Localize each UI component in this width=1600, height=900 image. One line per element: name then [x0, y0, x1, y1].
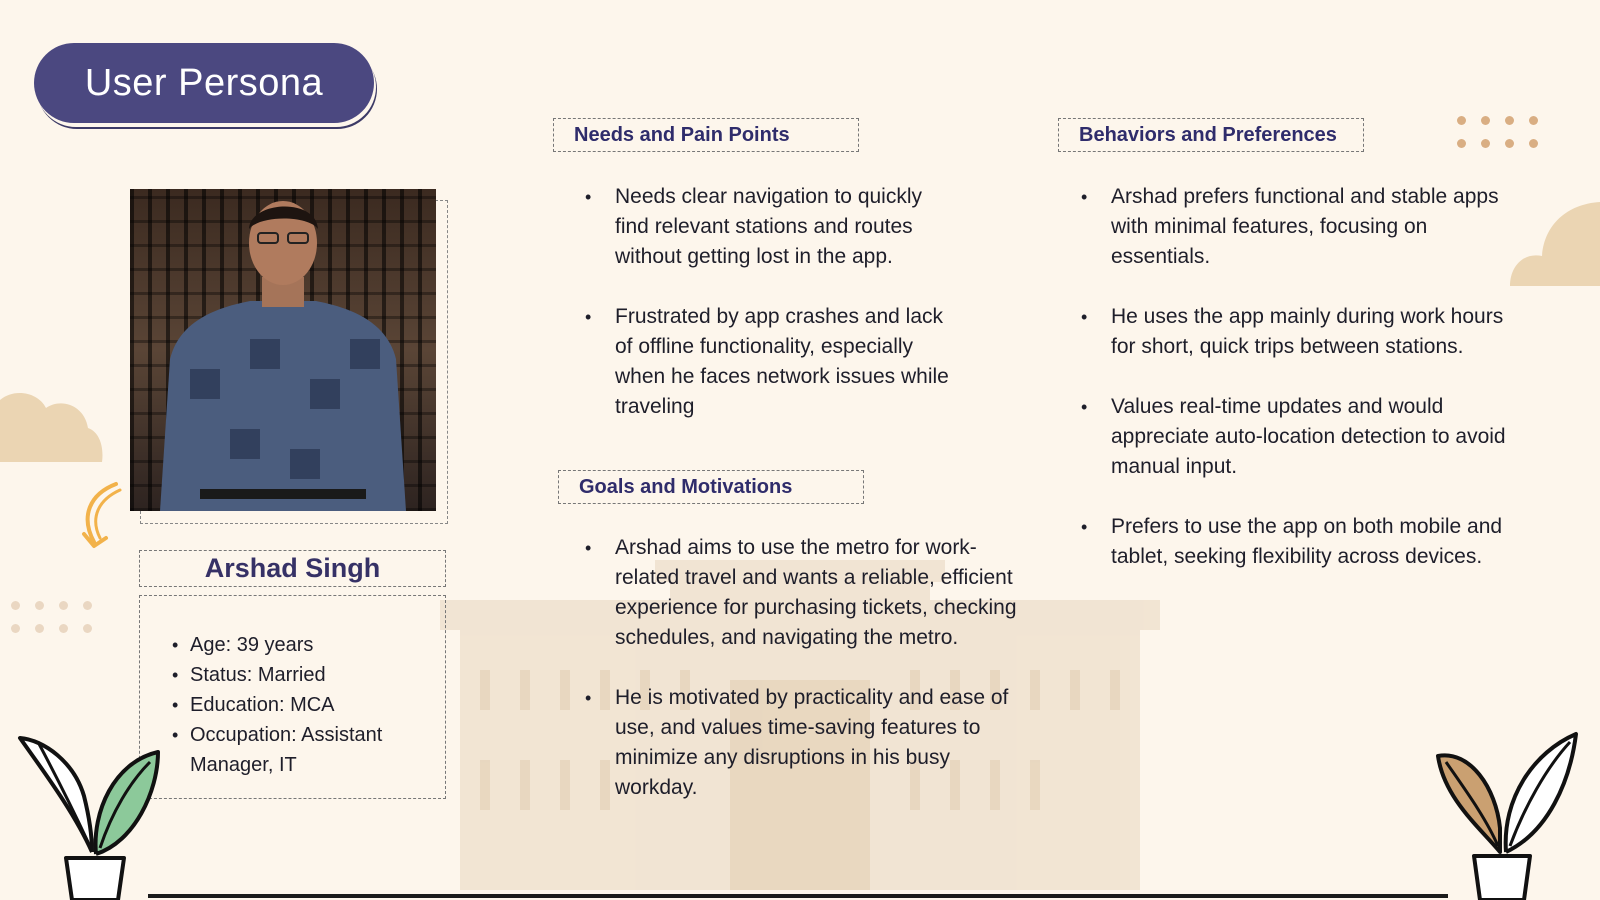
behaviors-list	[1081, 182, 1521, 602]
page-title: User Persona	[84, 61, 324, 104]
needs-heading: Needs and Pain Points	[574, 123, 790, 146]
goals-list	[585, 533, 1020, 833]
persona-name-box	[139, 550, 446, 587]
behaviors-heading-box	[1058, 118, 1364, 152]
detail-education: • Education: MCA	[190, 690, 445, 720]
detail-occupation: • Occupation: Assistant Manager, IT	[190, 720, 445, 780]
plant-icon	[1430, 728, 1580, 900]
persona-details-box	[139, 595, 446, 799]
detail-age: • Age: 39 years	[190, 630, 445, 660]
cloud-icon	[0, 392, 104, 462]
detail-status: • Status: Married	[190, 660, 445, 690]
needs-heading-box	[553, 118, 859, 152]
list-item: • Arshad aims to use the metro for work-related travel and wants a reliable, efficient experience for purchasing tickets, checking schedules, and navigating the metro.	[585, 533, 1020, 653]
cloud-icon	[1510, 200, 1600, 286]
plant-icon	[14, 732, 164, 900]
needs-list	[585, 182, 955, 452]
goals-heading-box	[558, 470, 864, 504]
title-pill	[34, 43, 374, 123]
persona-photo	[130, 189, 436, 511]
list-item: • Needs clear navigation to quickly find relevant stations and routes without getting lost in the app.	[585, 182, 955, 272]
person-silhouette-icon	[130, 189, 436, 511]
behaviors-heading: Behaviors and Preferences	[1079, 123, 1337, 146]
list-item: • Values real-time updates and would appreciate auto-location detection to avoid manual input.	[1081, 392, 1521, 482]
list-item: • Arshad prefers functional and stable apps with minimal features, focusing on essentials.	[1081, 182, 1521, 272]
persona-details-list	[140, 596, 445, 780]
persona-name: Arshad Singh	[204, 553, 381, 583]
list-item: • He uses the app mainly during work hours for short, quick trips between stations.	[1081, 302, 1521, 362]
dot-grid-decoration	[11, 601, 101, 641]
bottom-divider	[148, 894, 1448, 898]
list-item: • Frustrated by app crashes and lack of offline functionality, especially when he faces network issues while traveling	[585, 302, 955, 422]
dot-grid-decoration	[1457, 116, 1547, 156]
goals-heading: Goals and Motivations	[579, 475, 793, 498]
list-item: • He is motivated by practicality and ease of use, and values time-saving features to minimize any disruptions in his busy workday.	[585, 683, 1020, 803]
list-item: • Prefers to use the app on both mobile and tablet, seeking flexibility across devices.	[1081, 512, 1521, 572]
curved-arrow-icon	[76, 480, 122, 560]
